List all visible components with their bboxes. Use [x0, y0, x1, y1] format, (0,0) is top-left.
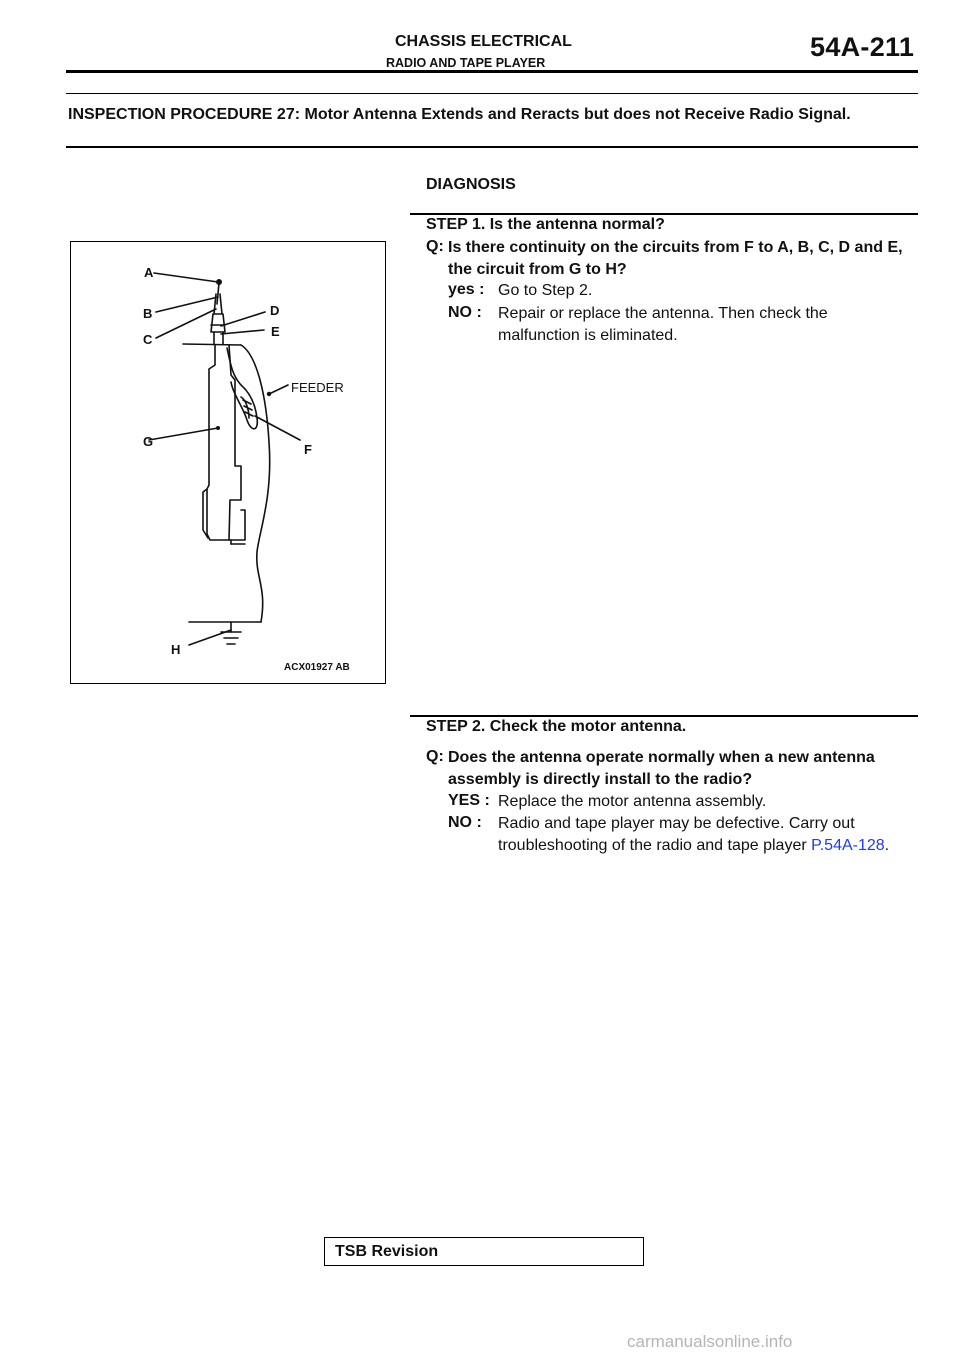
- procedure-rule-bottom: [66, 146, 918, 148]
- leader-a: [154, 273, 218, 282]
- terminal-g-dot: [216, 426, 220, 430]
- step-2-heading: STEP 2. Check the motor antenna.: [426, 718, 687, 735]
- step-2-no-text: Radio and tape player may be defective. Carry out troubleshooting of the radio and tape player P.54A-128.: [498, 815, 890, 854]
- step-1-q-label: Q:: [426, 238, 444, 255]
- antenna-diagram: [70, 241, 386, 684]
- mast-middle: [211, 314, 225, 332]
- terminal-a-dot: [216, 279, 222, 285]
- leader-f: [255, 416, 300, 440]
- leader-g: [149, 428, 218, 440]
- section-title: CHASSIS ELECTRICAL: [395, 33, 572, 50]
- procedure-title: INSPECTION PROCEDURE 27: Motor Antenna Extends and Reracts but does not Receive Radio Signal.: [68, 106, 851, 123]
- step-1-rule: [410, 213, 918, 215]
- step-1-heading: STEP 1. Is the antenna normal?: [426, 216, 665, 233]
- step-1-yes-label: yes :: [448, 281, 485, 298]
- page-number: 54A-211: [810, 32, 915, 62]
- step-2-rule: [410, 715, 918, 717]
- flange: [183, 344, 241, 345]
- leader-c: [156, 309, 216, 338]
- diagnosis-heading: DIAGNOSIS: [426, 176, 516, 193]
- label-e: E: [271, 324, 280, 339]
- leader-feeder: [269, 385, 288, 394]
- step-2-no-label: NO :: [448, 814, 482, 831]
- label-b: B: [143, 306, 153, 321]
- motor-housing: [207, 345, 241, 540]
- step-1-no-text: Repair or replace the antenna. Then check the malfunction is eliminated.: [498, 305, 828, 344]
- step-1-no-label: NO :: [448, 304, 482, 321]
- tsb-revision-label: TSB Revision: [335, 1243, 439, 1260]
- antenna-diagram-svg: [71, 242, 387, 685]
- subsection-title: RADIO AND TAPE PLAYER: [386, 56, 546, 70]
- step-2-yes-label: YES :: [448, 792, 490, 809]
- label-c: C: [143, 332, 153, 347]
- bracket: [229, 510, 245, 540]
- figure-code: ACX01927 AB: [284, 662, 350, 673]
- label-h: H: [171, 642, 181, 657]
- label-g: G: [143, 434, 154, 449]
- leader-b: [156, 297, 218, 312]
- leader-d: [221, 312, 265, 326]
- ground-wire: [241, 345, 270, 622]
- label-f: F: [304, 442, 312, 457]
- feeder-dot: [267, 392, 271, 396]
- watermark: carmanualsonline.info: [627, 1332, 793, 1351]
- mast-tip: [217, 283, 219, 304]
- label-feeder: FEEDER: [291, 380, 344, 395]
- step-2-q-label: Q:: [426, 748, 444, 765]
- label-a: A: [144, 265, 154, 280]
- leader-e: [221, 330, 264, 334]
- step-2-yes-text: Replace the motor antenna assembly.: [498, 793, 767, 810]
- step-1-yes-text: Go to Step 2.: [498, 282, 593, 299]
- label-d: D: [270, 303, 280, 318]
- step-2-question: Does the antenna operate normally when a new antenna assembly is directly install to the radio?: [448, 749, 875, 788]
- step-1-question: Is there continuity on the circuits from F to A, B, C, D and E, the circuit from G to H?: [448, 239, 903, 278]
- step-2-no-text-body: Radio and tape player may be defective. Carry out troubleshooting of the radio and tape player: [498, 815, 855, 854]
- header-rule: [66, 70, 918, 73]
- page-reference-link[interactable]: P.54A-128: [811, 837, 885, 854]
- procedure-rule-top: [66, 93, 918, 94]
